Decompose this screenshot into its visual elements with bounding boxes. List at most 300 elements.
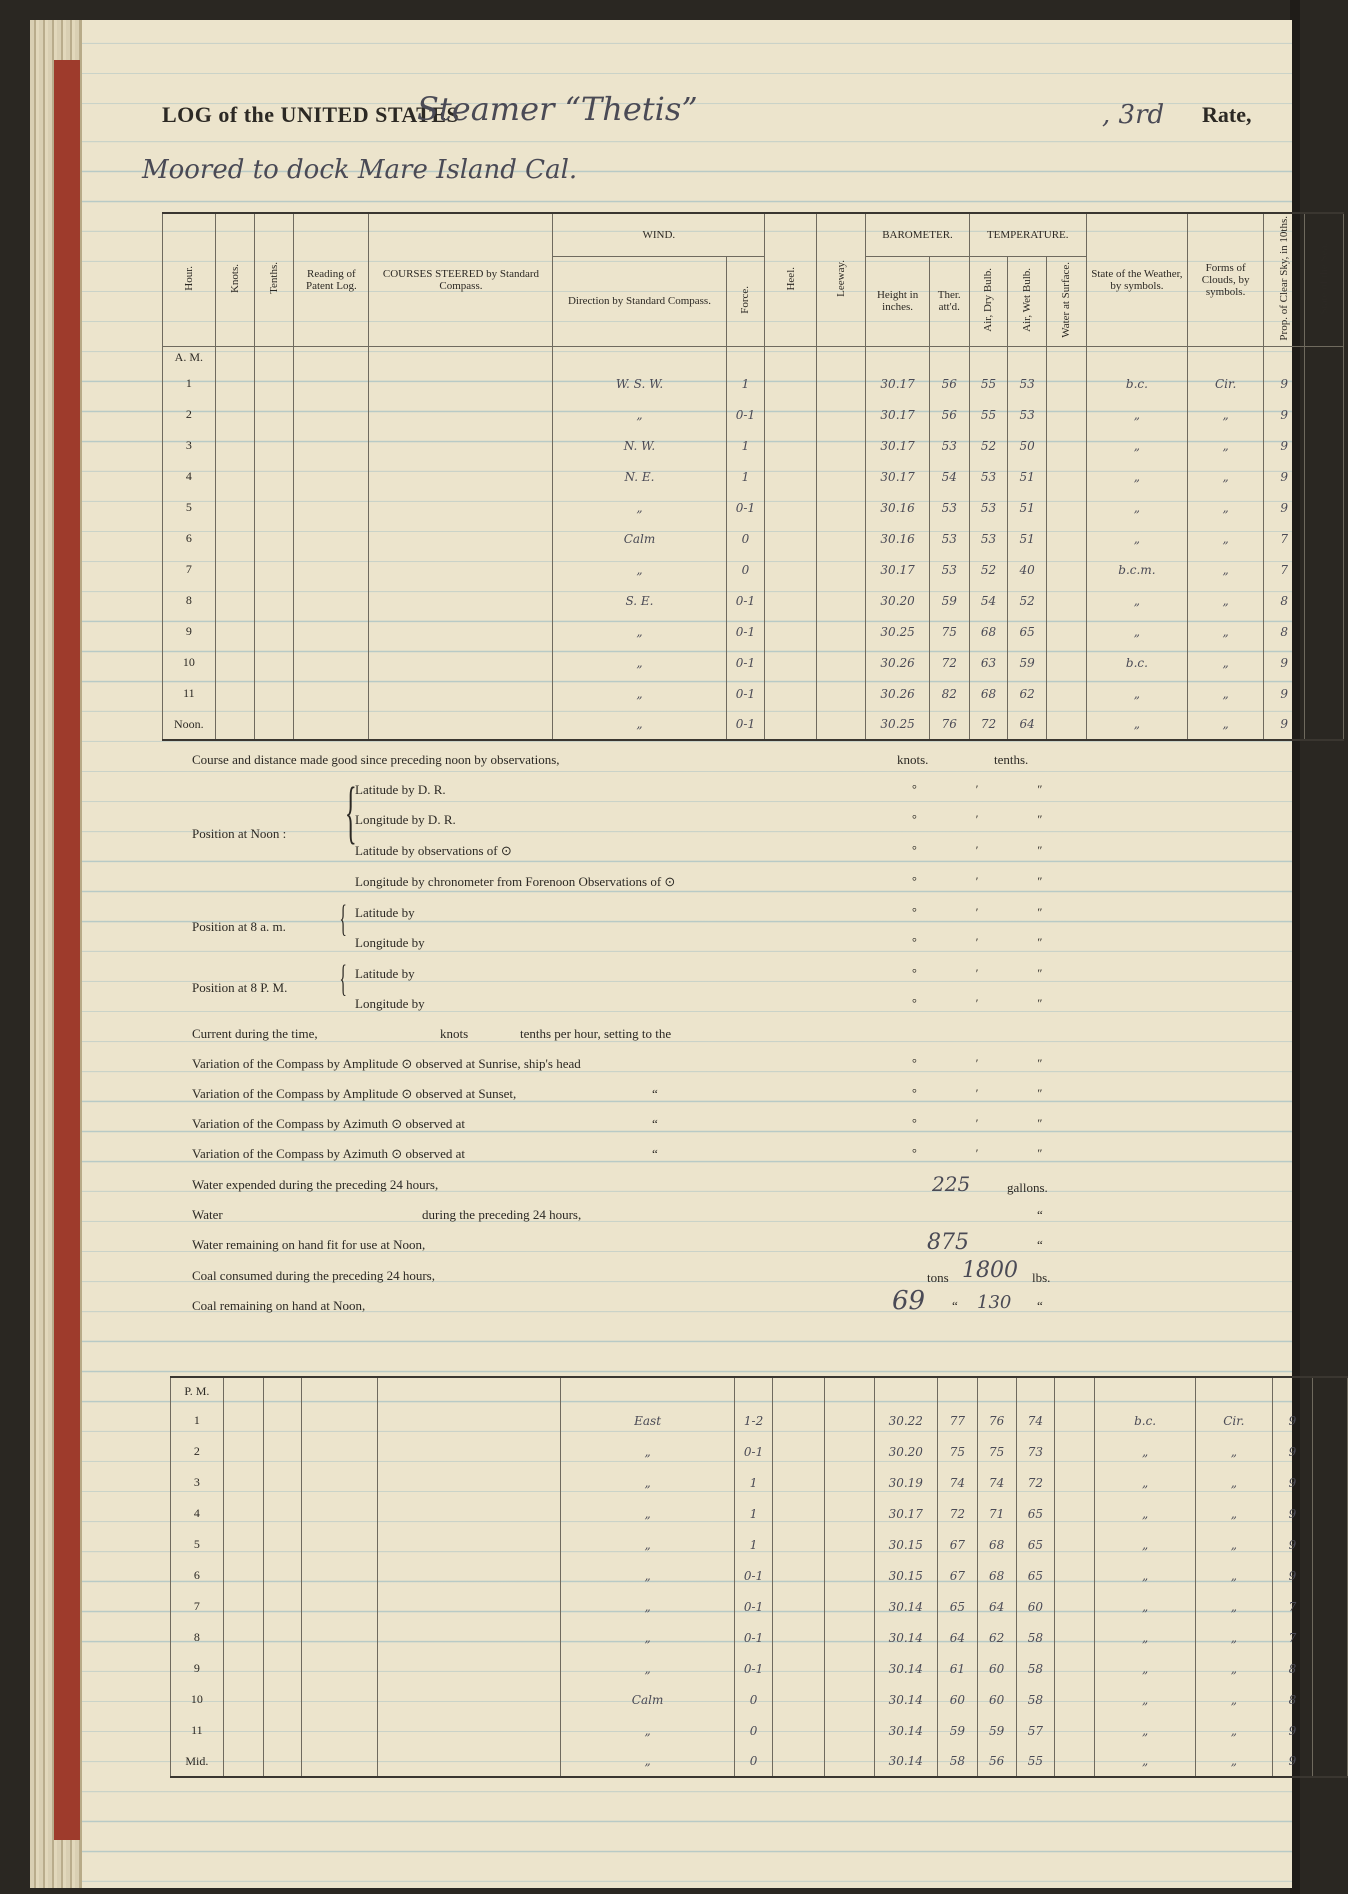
table-row xyxy=(163,430,1344,461)
course-cell xyxy=(377,1467,561,1498)
hour-cell: 9 xyxy=(163,616,216,647)
heel-cell xyxy=(773,1653,825,1684)
knots-cell xyxy=(223,1467,263,1498)
col-weather: State of the Weather, by symbols. xyxy=(1086,213,1187,346)
bar-ther-cell: 58 xyxy=(938,1746,978,1777)
dms-lat-8am: ° ′ ″ xyxy=(912,905,1071,919)
leeway-cell xyxy=(816,585,865,616)
course-cell xyxy=(369,523,553,554)
tenths-cell xyxy=(255,430,294,461)
air-wet-cell: 55 xyxy=(1016,1746,1055,1777)
heel-cell xyxy=(773,1529,825,1560)
hour-cell: 11 xyxy=(163,678,216,709)
weather-cell: „ xyxy=(1095,1622,1196,1653)
coal-remaining-lbs: 130 xyxy=(977,1292,1012,1313)
bar-height-cell: 30.14 xyxy=(874,1715,937,1746)
air-dry-cell: 76 xyxy=(977,1405,1016,1436)
bar-height-cell: 30.17 xyxy=(866,430,929,461)
bar-height-cell: 30.20 xyxy=(874,1436,937,1467)
course-cell xyxy=(369,368,553,399)
clear-sky-cell: 8 xyxy=(1272,1684,1313,1715)
heel-cell xyxy=(765,585,817,616)
air-dry-cell: 71 xyxy=(977,1498,1016,1529)
course-cell xyxy=(369,399,553,430)
sea-cell xyxy=(1305,399,1344,430)
heel-cell xyxy=(773,1591,825,1622)
sea-cell xyxy=(1313,1715,1348,1746)
course-cell xyxy=(369,616,553,647)
hour-cell: 1 xyxy=(171,1405,224,1436)
water-surface-cell xyxy=(1047,585,1087,616)
water-surface-cell xyxy=(1055,1560,1095,1591)
lat-obs-label: Latitude by observations of ⊙ xyxy=(355,843,512,858)
patent-log-cell xyxy=(294,678,369,709)
wind-direction-cell: S. E. xyxy=(553,585,726,616)
clouds-cell: „ xyxy=(1187,430,1263,461)
col-water-surface: Water at Surface. xyxy=(1047,256,1087,346)
dms-long-chron: ° ′ ″ xyxy=(912,874,1071,888)
wind-force-cell: 0-1 xyxy=(726,678,765,709)
knots-cell xyxy=(215,678,255,709)
sea-cell xyxy=(1313,1684,1348,1715)
air-dry-cell: 72 xyxy=(969,709,1008,740)
brace-8am: { xyxy=(339,898,347,940)
pm-label: P. M. xyxy=(171,1377,224,1405)
wind-force-cell: 0 xyxy=(726,523,765,554)
table-row xyxy=(171,1405,1348,1436)
wind-force-cell: 0-1 xyxy=(726,399,765,430)
water-label: Water xyxy=(192,1207,223,1222)
bar-height-cell: 30.17 xyxy=(866,554,929,585)
col-patent-log: Reading of Patent Log. xyxy=(294,213,369,346)
bar-ther-cell: 67 xyxy=(938,1529,978,1560)
course-cell xyxy=(377,1715,561,1746)
air-dry-cell: 59 xyxy=(977,1715,1016,1746)
wind-force-cell: 1 xyxy=(726,368,765,399)
knots-cell xyxy=(215,616,255,647)
rate-label: Rate, xyxy=(1202,102,1252,127)
rate-number: , 3rd xyxy=(1102,100,1165,130)
dms-lat-8pm: ° ′ ″ xyxy=(912,966,1071,980)
wind-force-cell: 1 xyxy=(734,1467,773,1498)
weather-cell: „ xyxy=(1086,523,1187,554)
tenths-cell xyxy=(263,1715,302,1746)
water-during-ditto: “ xyxy=(1037,1207,1043,1222)
knots-cell xyxy=(223,1684,263,1715)
wind-force-cell: 0-1 xyxy=(726,616,765,647)
water-remaining-ditto: “ xyxy=(1037,1237,1043,1252)
heel-cell xyxy=(765,709,817,740)
leeway-cell xyxy=(825,1715,874,1746)
clear-sky-cell: 9 xyxy=(1264,709,1305,740)
wind-force-cell: 0 xyxy=(734,1746,773,1777)
bar-height-cell: 30.15 xyxy=(874,1560,937,1591)
heel-cell xyxy=(773,1436,825,1467)
weather-cell: „ xyxy=(1095,1467,1196,1498)
weather-cell: „ xyxy=(1086,461,1187,492)
course-cell xyxy=(377,1746,561,1777)
current-tenths-label: tenths per hour, setting to the xyxy=(520,1026,672,1041)
tenths-cell xyxy=(255,709,294,740)
course-cell xyxy=(377,1622,561,1653)
patent-log-cell xyxy=(302,1498,377,1529)
coal-remaining-lbs-ditto: “ xyxy=(1037,1298,1043,1313)
var-azimuth2-ditto: “ xyxy=(652,1146,658,1161)
weather-cell: „ xyxy=(1095,1715,1196,1746)
sea-cell xyxy=(1313,1467,1348,1498)
air-dry-cell: 53 xyxy=(969,523,1008,554)
clouds-cell: „ xyxy=(1187,709,1263,740)
water-surface-cell xyxy=(1055,1467,1095,1498)
clouds-cell: „ xyxy=(1196,1436,1272,1467)
col-sea: State of the Sea. xyxy=(1305,213,1344,346)
wind-force-cell: 0 xyxy=(734,1684,773,1715)
tenths-cell xyxy=(255,554,294,585)
wind-direction-cell: „ xyxy=(561,1715,734,1746)
water-surface-cell xyxy=(1055,1436,1095,1467)
sea-cell xyxy=(1305,523,1344,554)
patent-log-cell xyxy=(294,368,369,399)
patent-log-cell xyxy=(294,430,369,461)
hour-cell: 11 xyxy=(171,1715,224,1746)
knots-cell xyxy=(215,709,255,740)
col-wind-force: Force. xyxy=(726,256,765,346)
patent-log-cell xyxy=(302,1622,377,1653)
wind-direction-cell: W. S. W. xyxy=(553,368,726,399)
col-tenths: Tenths. xyxy=(255,213,294,346)
clear-sky-cell: 9 xyxy=(1264,678,1305,709)
clear-sky-cell: 9 xyxy=(1272,1746,1313,1777)
am-log-table xyxy=(162,212,1344,741)
knots-cell xyxy=(215,647,255,678)
long-dr-label: Longitude by D. R. xyxy=(355,812,456,827)
bar-ther-cell: 56 xyxy=(929,399,969,430)
air-dry-cell: 64 xyxy=(977,1591,1016,1622)
water-surface-cell xyxy=(1055,1715,1095,1746)
clouds-cell: „ xyxy=(1187,585,1263,616)
bar-height-cell: 30.14 xyxy=(874,1591,937,1622)
air-wet-cell: 50 xyxy=(1008,430,1047,461)
hour-cell: 2 xyxy=(171,1436,224,1467)
long-8pm-label: Longitude by xyxy=(355,996,425,1011)
sea-cell xyxy=(1313,1498,1348,1529)
course-cell xyxy=(377,1529,561,1560)
bar-height-cell: 30.17 xyxy=(866,461,929,492)
air-wet-cell: 58 xyxy=(1016,1622,1055,1653)
hour-cell: 6 xyxy=(163,523,216,554)
clear-sky-cell: 7 xyxy=(1272,1591,1313,1622)
bar-ther-cell: 60 xyxy=(938,1684,978,1715)
bar-ther-cell: 61 xyxy=(938,1653,978,1684)
col-courses: COURSES STEERED by Standard Compass. xyxy=(369,213,553,346)
var-sunset-ditto: “ xyxy=(652,1086,658,1101)
table-row xyxy=(163,616,1344,647)
sea-cell xyxy=(1313,1591,1348,1622)
var-azimuth2-label: Variation of the Compass by Azimuth ⊙ observed at xyxy=(192,1146,466,1161)
leeway-cell xyxy=(825,1591,874,1622)
wind-force-cell: 0-1 xyxy=(726,647,765,678)
clouds-cell: „ xyxy=(1187,399,1263,430)
weather-cell: b.c.m. xyxy=(1086,554,1187,585)
water-surface-cell xyxy=(1047,492,1087,523)
var-sunset-label: Variation of the Compass by Amplitude ⊙ observed at Sunset, xyxy=(192,1086,517,1101)
weather-cell: „ xyxy=(1095,1684,1196,1715)
air-wet-cell: 51 xyxy=(1008,461,1047,492)
log-page xyxy=(80,20,1331,1888)
water-surface-cell xyxy=(1047,554,1087,585)
bar-ther-cell: 59 xyxy=(938,1715,978,1746)
water-expended-label: Water expended during the preceding 24 hours, xyxy=(192,1177,439,1192)
wind-direction-cell: „ xyxy=(553,616,726,647)
wind-direction-cell: „ xyxy=(561,1746,734,1777)
course-cell xyxy=(369,678,553,709)
lat-dr-label: Latitude by D. R. xyxy=(355,782,446,797)
dms-var-sunrise: ° ′ ″ xyxy=(912,1056,1071,1070)
water-surface-cell xyxy=(1055,1498,1095,1529)
weather-cell: „ xyxy=(1095,1560,1196,1591)
course-cell xyxy=(369,647,553,678)
patent-log-cell xyxy=(294,709,369,740)
knots-cell xyxy=(215,461,255,492)
water-remaining-label: Water remaining on hand fit for use at Noon, xyxy=(192,1237,426,1252)
knots-cell xyxy=(223,1622,263,1653)
clear-sky-cell: 8 xyxy=(1264,585,1305,616)
sea-cell xyxy=(1305,368,1344,399)
water-surface-cell xyxy=(1055,1622,1095,1653)
patent-log-cell xyxy=(302,1715,377,1746)
bar-ther-cell: 53 xyxy=(929,523,969,554)
dms-long-dr: ° ′ ″ xyxy=(912,812,1071,826)
clear-sky-cell: 8 xyxy=(1272,1653,1313,1684)
air-wet-cell: 59 xyxy=(1008,647,1047,678)
bar-ther-cell: 53 xyxy=(929,492,969,523)
course-cell xyxy=(377,1436,561,1467)
heel-cell xyxy=(765,430,817,461)
dms-var-sunset: ° ′ ″ xyxy=(912,1086,1071,1100)
tons-label: tons xyxy=(927,1270,949,1285)
current-knots-label: knots xyxy=(440,1026,469,1041)
clear-sky-cell: 8 xyxy=(1264,616,1305,647)
leeway-cell xyxy=(816,399,865,430)
heel-cell xyxy=(773,1560,825,1591)
course-cell xyxy=(377,1591,561,1622)
air-wet-cell: 52 xyxy=(1008,585,1047,616)
table-row xyxy=(171,1591,1348,1622)
leeway-cell xyxy=(816,647,865,678)
am-label: A. M. xyxy=(163,346,216,368)
clouds-cell: „ xyxy=(1196,1467,1272,1498)
air-dry-cell: 60 xyxy=(977,1684,1016,1715)
ship-name: Steamer “Thetis” xyxy=(417,90,698,128)
air-dry-cell: 75 xyxy=(977,1436,1016,1467)
knots-cell xyxy=(215,585,255,616)
clouds-cell: „ xyxy=(1196,1715,1272,1746)
course-cell xyxy=(369,461,553,492)
leeway-cell xyxy=(825,1653,874,1684)
patent-log-cell xyxy=(294,647,369,678)
pm-log-table xyxy=(170,1376,1348,1778)
hour-cell: 10 xyxy=(163,647,216,678)
patent-log-cell xyxy=(302,1684,377,1715)
weather-cell: „ xyxy=(1095,1653,1196,1684)
course-cell xyxy=(369,709,553,740)
tenths-cell xyxy=(255,461,294,492)
tenths-cell xyxy=(255,616,294,647)
long-chron-label: Longitude by chronometer from Forenoon Observations of ⊙ xyxy=(355,874,676,889)
clear-sky-cell: 9 xyxy=(1272,1560,1313,1591)
wind-force-cell: 1-2 xyxy=(734,1405,773,1436)
air-wet-cell: 65 xyxy=(1016,1529,1055,1560)
leeway-cell xyxy=(816,678,865,709)
wind-force-cell: 0-1 xyxy=(726,585,765,616)
hour-cell: 7 xyxy=(163,554,216,585)
sea-cell xyxy=(1305,616,1344,647)
table-row xyxy=(171,1622,1348,1653)
clouds-cell: Cir. xyxy=(1196,1405,1272,1436)
dms-var-azimuth2: ° ′ ″ xyxy=(912,1146,1071,1160)
leeway-cell xyxy=(816,709,865,740)
sea-cell xyxy=(1313,1653,1348,1684)
long-8am-label: Longitude by xyxy=(355,935,425,950)
water-surface-cell xyxy=(1047,678,1087,709)
air-wet-cell: 62 xyxy=(1008,678,1047,709)
clear-sky-cell: 9 xyxy=(1264,647,1305,678)
water-remaining-value: 875 xyxy=(927,1230,969,1255)
patent-log-cell xyxy=(294,461,369,492)
air-wet-cell: 74 xyxy=(1016,1405,1055,1436)
wind-direction-cell: „ xyxy=(553,492,726,523)
air-dry-cell: 63 xyxy=(969,647,1008,678)
hour-cell: Noon. xyxy=(163,709,216,740)
tenths-cell xyxy=(263,1746,302,1777)
clouds-cell: „ xyxy=(1196,1653,1272,1684)
bar-ther-cell: 65 xyxy=(938,1591,978,1622)
wind-direction-cell: „ xyxy=(553,709,726,740)
water-surface-cell xyxy=(1055,1653,1095,1684)
clear-sky-cell: 9 xyxy=(1272,1405,1313,1436)
air-wet-cell: 51 xyxy=(1008,523,1047,554)
hour-cell: 4 xyxy=(171,1498,224,1529)
leeway-cell xyxy=(825,1405,874,1436)
knots-cell xyxy=(223,1529,263,1560)
heel-cell xyxy=(765,461,817,492)
air-dry-cell: 68 xyxy=(977,1529,1016,1560)
bar-height-cell: 30.17 xyxy=(874,1498,937,1529)
lat-8pm-label: Latitude by xyxy=(355,966,415,981)
course-cell xyxy=(369,492,553,523)
table-row xyxy=(163,554,1344,585)
table-row xyxy=(171,1715,1348,1746)
wind-force-cell: 0 xyxy=(726,554,765,585)
leeway-cell xyxy=(816,430,865,461)
patent-log-cell xyxy=(294,399,369,430)
tenths-cell xyxy=(263,1467,302,1498)
leeway-cell xyxy=(825,1560,874,1591)
wind-direction-cell: „ xyxy=(561,1436,734,1467)
course-cell xyxy=(377,1684,561,1715)
coal-consumed-label: Coal consumed during the preceding 24 hours, xyxy=(192,1268,435,1283)
weather-cell: „ xyxy=(1086,709,1187,740)
clouds-cell: „ xyxy=(1196,1591,1272,1622)
air-dry-cell: 53 xyxy=(969,461,1008,492)
water-surface-cell xyxy=(1047,399,1087,430)
heel-cell xyxy=(773,1715,825,1746)
leeway-cell xyxy=(816,368,865,399)
sea-cell xyxy=(1305,492,1344,523)
wind-force-cell: 0-1 xyxy=(726,709,765,740)
dms-lat-obs: ° ′ ″ xyxy=(912,843,1071,857)
coal-remaining-label: Coal remaining on hand at Noon, xyxy=(192,1298,366,1313)
sea-cell xyxy=(1305,554,1344,585)
log-title: LOG of the UNITED STATES xyxy=(162,102,460,127)
bar-height-cell: 30.19 xyxy=(874,1467,937,1498)
air-wet-cell: 40 xyxy=(1008,554,1047,585)
bar-height-cell: 30.20 xyxy=(866,585,929,616)
col-clear-sky: Prop. of Clear Sky, in 10ths. xyxy=(1264,213,1305,346)
bar-ther-cell: 76 xyxy=(929,709,969,740)
weather-cell: „ xyxy=(1086,399,1187,430)
water-surface-cell xyxy=(1047,616,1087,647)
current-label: Current during the time, xyxy=(192,1026,318,1041)
air-dry-cell: 55 xyxy=(969,368,1008,399)
clouds-cell: „ xyxy=(1196,1684,1272,1715)
bar-height-cell: 30.26 xyxy=(866,678,929,709)
weather-cell: „ xyxy=(1086,585,1187,616)
heel-cell xyxy=(773,1622,825,1653)
water-surface-cell xyxy=(1055,1591,1095,1622)
wind-force-cell: 0-1 xyxy=(734,1436,773,1467)
sea-cell xyxy=(1305,647,1344,678)
heel-cell xyxy=(773,1684,825,1715)
hour-cell: 3 xyxy=(163,430,216,461)
col-wind-direction: Direction by Standard Compass. xyxy=(553,256,726,346)
col-leeway: Leeway. xyxy=(816,213,865,346)
leeway-cell xyxy=(825,1436,874,1467)
leeway-cell xyxy=(825,1746,874,1777)
tenths-cell xyxy=(255,399,294,430)
clear-sky-cell: 9 xyxy=(1264,492,1305,523)
knots-cell xyxy=(215,554,255,585)
weather-cell: „ xyxy=(1086,492,1187,523)
wind-direction-cell: „ xyxy=(561,1653,734,1684)
air-dry-cell: 54 xyxy=(969,585,1008,616)
knots-cell xyxy=(223,1405,263,1436)
col-wind: WIND. xyxy=(553,213,765,256)
clouds-cell: „ xyxy=(1196,1560,1272,1591)
table-row xyxy=(171,1746,1348,1777)
table-row xyxy=(163,461,1344,492)
bar-ther-cell: 54 xyxy=(929,461,969,492)
clear-sky-cell: 9 xyxy=(1272,1467,1313,1498)
patent-log-cell xyxy=(302,1560,377,1591)
position-8am-label: Position at 8 a. m. xyxy=(192,919,286,934)
position-noon-label: Position at Noon : xyxy=(192,826,287,841)
bar-height-cell: 30.16 xyxy=(866,523,929,554)
course-distance-label: Course and distance made good since preceding noon by observations, xyxy=(192,752,560,767)
patent-log-cell xyxy=(294,585,369,616)
air-dry-cell: 52 xyxy=(969,554,1008,585)
water-surface-cell xyxy=(1055,1405,1095,1436)
table-row xyxy=(171,1436,1348,1467)
patent-log-cell xyxy=(294,616,369,647)
clouds-cell: „ xyxy=(1196,1622,1272,1653)
tenths-cell xyxy=(263,1436,302,1467)
tenths-cell xyxy=(255,585,294,616)
water-surface-cell xyxy=(1055,1746,1095,1777)
wind-direction-cell: East xyxy=(561,1405,734,1436)
location-note: Moored to dock Mare Island Cal. xyxy=(142,155,578,185)
heel-cell xyxy=(765,647,817,678)
